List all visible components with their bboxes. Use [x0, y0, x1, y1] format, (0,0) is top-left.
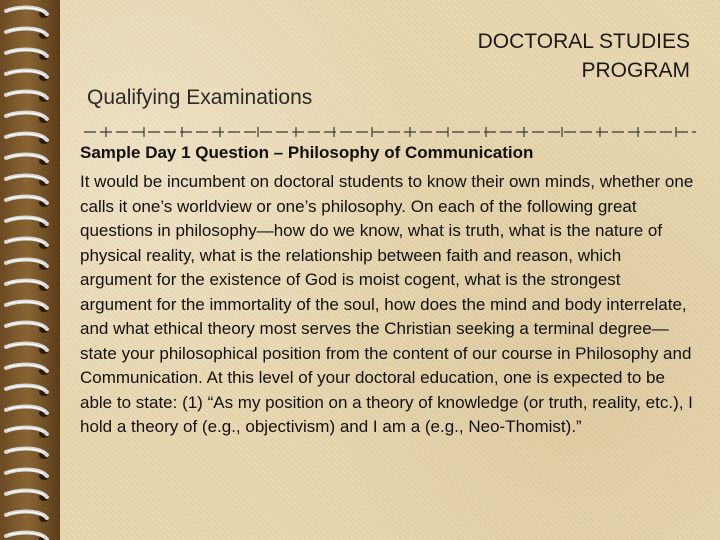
spiral-rings — [0, 0, 60, 540]
ornamental-divider — [84, 126, 696, 138]
slide-subtitle: Qualifying Examinations — [87, 86, 313, 109]
question-heading: Sample Day 1 Question – Philosophy of Communication — [80, 143, 534, 162]
slide-title: DOCTORAL STUDIES PROGRAM — [477, 30, 690, 82]
question-body: It would be incumbent on doctoral students to know their own minds, whether one calls it one’s worldview or one’s philosophy. On each of the following great questions in philosophy—how do we know, what is truth, what is the nature of physical reality, what is the relationship between faith and reason, which argument for the existence of God is moist cogent, what is the strongest argument for the immortality of the soul, how does the mind and body interrelate, and what ethical theory most serves the Christian seeking a terminal degree—state your philosophical position from the content of our course in Philosophy and Communication. At this level of your doctoral education, one is expected to be able to state: (1) “As my position on a theory of knowledge (or truth, reality, etc.), I hold a theory of (e.g., objectivism) and I am a (e.g., Neo-Thomist).” — [80, 172, 694, 436]
